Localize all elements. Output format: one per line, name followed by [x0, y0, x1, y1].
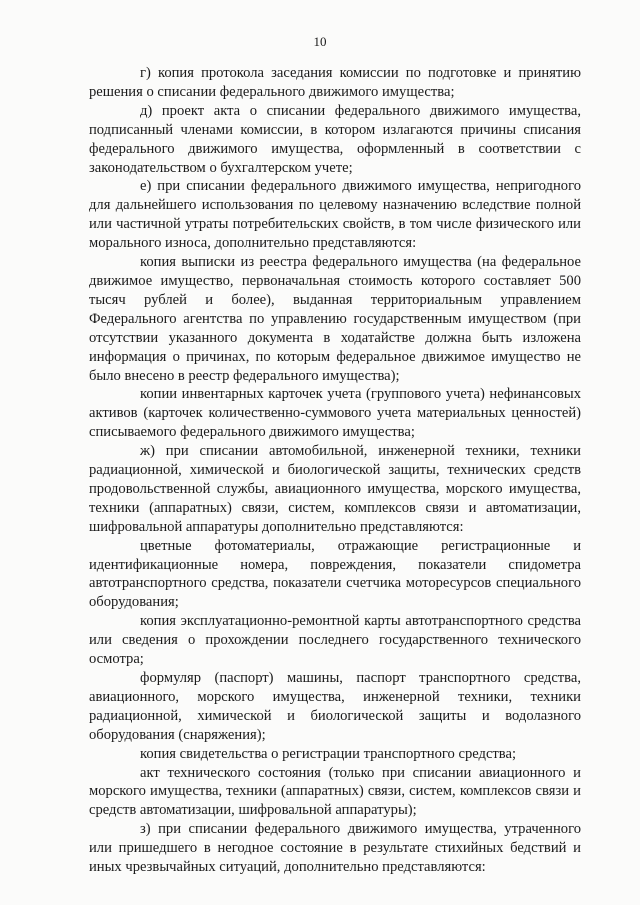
paragraph-photos: цветные фотоматериалы, отражающие регистрационные и идентификационные номера, повреждения, показатели спидометра автотранспортного средства, показатели счетчика моторесурсов специального оборудования; — [89, 537, 581, 611]
paragraph-registration-certificate: копия свидетельства о регистрации транспортного средства; — [140, 745, 517, 762]
paragraph-e: е) при списании федерального движимого имущества, непригодного для дальнейшего использования по целевому назначению вследствие полной или частичной утраты потребительских свойств, в том числе физического или морального износа, дополнительно представляются: — [89, 178, 581, 252]
paragraph-inventory-cards: копии инвентарных карточек учета (группового учета) нефинансовых активов (карточек количественно-суммового учета материальных ценностей) списываемого федерального движимого имущества; — [89, 386, 581, 441]
paragraph-registry-extract: копия выписки из реестра федерального имущества (на федеральное движимое имущество, первоначальная стоимость которого составляет 500 тысяч рублей и более), выданная территориальным управлением Федерального агентства по управлению государственным имуществом (при отсутствии указанного документа в ходатайстве должна быть изложена информация о причинах, по которым федеральное движимое имущество не было внесено в реестр федерального имущества); — [89, 254, 581, 384]
paragraph-passport: формуляр (паспорт) машины, паспорт транспортного средства, авиационного, морского имущества, инженерной техники, техники радиационной, химической и биологической защиты и водолазного оборудования (снаряжения); — [89, 670, 581, 743]
page-number: 10 — [313, 34, 327, 49]
paragraph-zh: ж) при списании автомобильной, инженерной техники, техники радиационной, химической и биологической защиты, технических средств продовольственной службы, авиационного имущества, морского имущества, техники (аппаратных) связи, систем, комплексов связи и автоматизации, шифровальной аппаратуры дополнительно представляются: — [89, 443, 581, 535]
paragraph-d: д) проект акта о списании федерального движимого имущества, подписанный членами комиссии, в котором излагаются причины списания федерального движимого имущества, оформленный в соответствии с законодательством о бухгалтерском учете; — [89, 102, 581, 176]
paragraph-repair-card: копия эксплуатационно-ремонтной карты автотранспортного средства или сведения о прохождении последнего государственного технического осмотра; — [89, 613, 581, 668]
paragraph-g: г) копия протокола заседания комиссии по подготовке и принятию решения о списании федерального движимого имущества; — [89, 65, 581, 100]
paragraph-z: з) при списании федерального движимого имущества, утраченного или пришедшего в негодное состояние в результате стихийных бедствий и иных чрезвычайных ситуаций, дополнительно представляются: — [89, 821, 581, 876]
paragraph-technical-condition-act: акт технического состояния (только при списании авиационного и морского имущества, техники (аппаратных) связи, систем, комплексов связи и средств автоматизации, шифровальной аппаратуры); — [89, 764, 581, 819]
document-body — [89, 64, 581, 877]
